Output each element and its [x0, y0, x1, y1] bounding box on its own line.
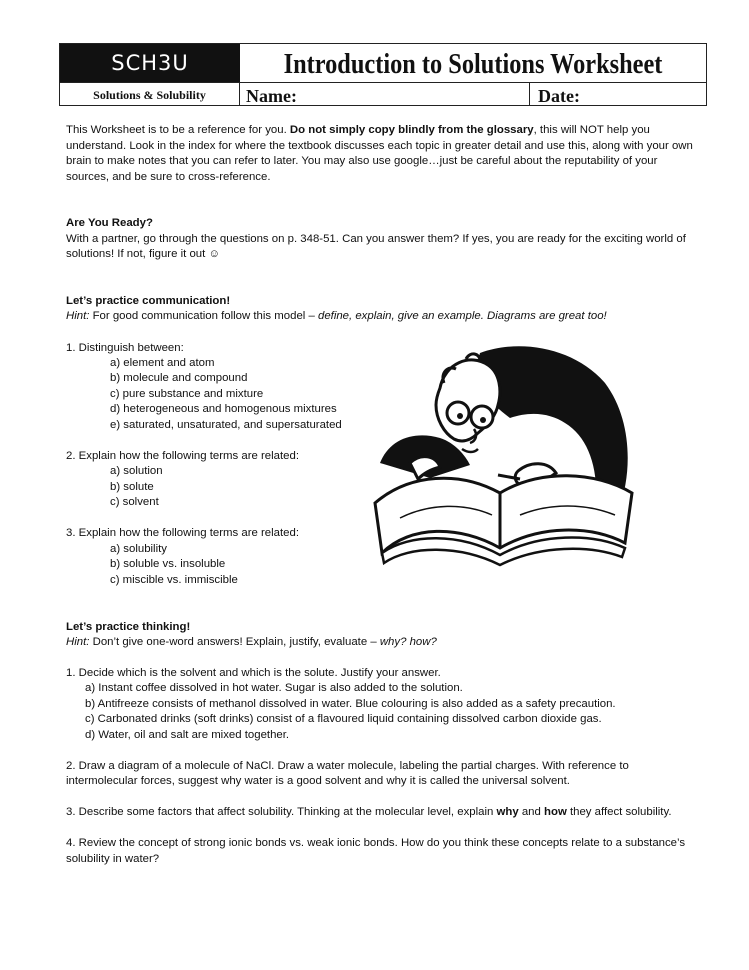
list-item: c) pure substance and mixture	[110, 388, 264, 400]
list-item: b) solute	[110, 481, 154, 493]
comm-question-2: 2. Explain how the following terms are related:	[66, 450, 299, 462]
list-item: d) heterogeneous and homogenous mixtures	[110, 403, 337, 415]
list-item: b) molecule and compound	[110, 372, 248, 384]
think-question-3: 3. Describe some factors that affect solubility. Thinking at the molecular level, explain why and how they affect solubility.	[66, 806, 672, 818]
comm-question-3: 3. Explain how the following terms are related:	[66, 527, 299, 539]
think-question-2-line-2: intermolecular forces, suggest why water is a good solvent and why it is called the universal solvent.	[66, 775, 570, 787]
think-question-4-line-1: 4. Review the concept of strong ionic bonds vs. weak ionic bonds. How do you think these concepts relate to a substance’s	[66, 837, 686, 849]
ready-line-2: solutions! If not, figure it out ☺	[66, 248, 221, 260]
intro-line-1: This Worksheet is to be a reference for you. Do not simply copy blindly from the glossary, this will NOT help you	[66, 124, 650, 136]
reading-scholar-illustration	[370, 343, 640, 575]
think-question-4-line-2: solubility in water?	[66, 853, 160, 865]
list-item: c) miscible vs. immiscible	[110, 574, 238, 586]
communication-heading: Let’s practice communication!	[66, 295, 231, 307]
course-code: SCH3U	[60, 44, 240, 82]
list-item: b) soluble vs. insoluble	[110, 558, 226, 570]
date-field[interactable]	[530, 83, 706, 105]
comm-question-1: 1. Distinguish between:	[66, 342, 184, 354]
list-item: a) Instant coffee dissolved in hot water. Sugar is also added to the solution.	[85, 682, 463, 694]
header-info-row	[60, 82, 706, 105]
thinking-hint: Hint: Don’t give one-word answers! Explain, justify, evaluate – why? how?	[66, 636, 437, 648]
list-item: c) Carbonated drinks (soft drinks) consist of a flavoured liquid containing dissolved carbon dioxide gas.	[85, 713, 602, 725]
name-label: Name:	[246, 86, 297, 106]
list-item: a) solubility	[110, 543, 167, 555]
thinking-heading: Let’s practice thinking!	[66, 621, 191, 633]
ready-line-1: With a partner, go through the questions on p. 348-51. Can you answer them? If yes, you are ready for the exciting world of	[66, 233, 686, 245]
unit-subtitle: Solutions & Solubility	[60, 83, 240, 105]
think-question-1: 1. Decide which is the solvent and which is the solute. Justify your answer.	[66, 667, 441, 679]
intro-line-4: sources, and be sure to cross-reference.	[66, 171, 271, 183]
think-question-2-line-1: 2. Draw a diagram of a molecule of NaCl. Draw a water molecule, labeling the partial charges. With reference to	[66, 760, 629, 772]
date-label: Date:	[538, 86, 580, 106]
communication-hint: Hint: For good communication follow this model – define, explain, give an example. Diagrams are great too!	[66, 310, 607, 322]
list-item: c) solvent	[110, 496, 159, 508]
list-item: e) saturated, unsaturated, and supersaturated	[110, 419, 342, 431]
list-item: b) Antifreeze consists of methanol dissolved in water. Blue colouring is also added as a safety precaution.	[85, 698, 616, 710]
intro-line-3: brain to make notes that you can refer to later. You may also use google…just be careful about the reputability of your	[66, 155, 658, 167]
name-field[interactable]	[240, 83, 530, 105]
list-item: a) element and atom	[110, 357, 215, 369]
intro-line-2: understand. Look in the index for where the textbook discusses each topic in greater detail and use this, along with your own	[66, 140, 693, 152]
page-title: Introduction to Solutions Worksheet	[283, 48, 663, 80]
worksheet-header	[59, 43, 707, 106]
list-item: d) Water, oil and salt are mixed together.	[85, 729, 290, 741]
list-item: a) solution	[110, 465, 163, 477]
ready-heading: Are You Ready?	[66, 217, 153, 229]
